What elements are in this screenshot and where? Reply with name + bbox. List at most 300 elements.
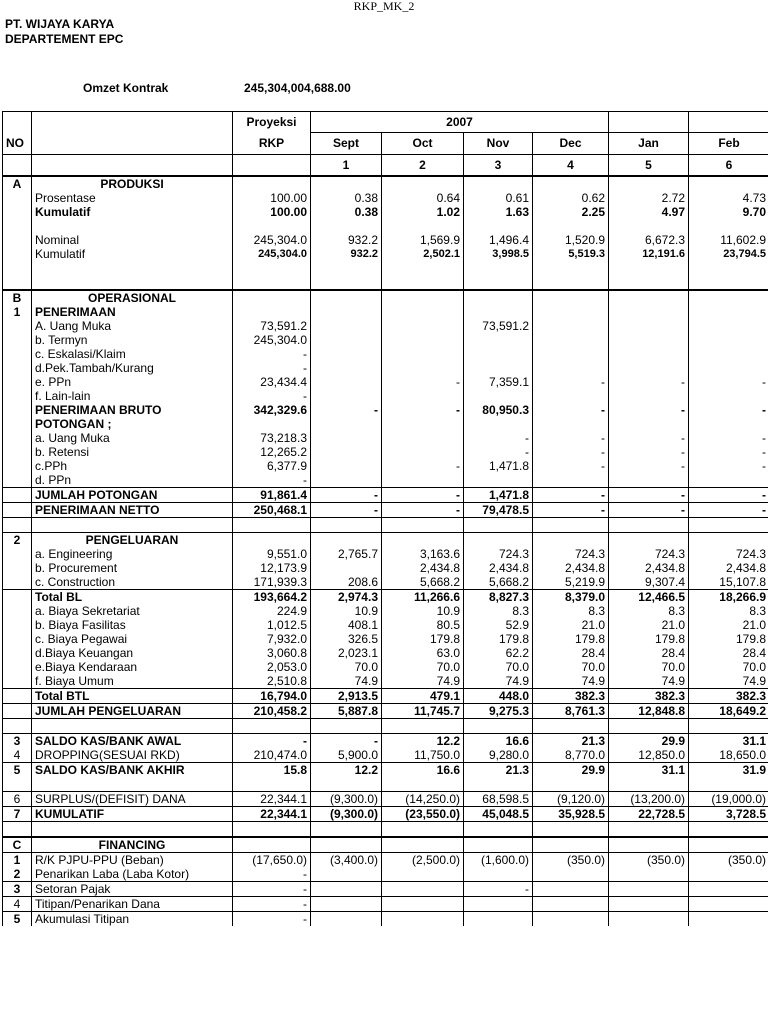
value-cell xyxy=(382,777,464,792)
row-number xyxy=(3,561,32,575)
value-cell: - xyxy=(609,503,689,518)
value-cell xyxy=(533,261,609,275)
value-cell xyxy=(311,897,382,912)
value-cell: - xyxy=(689,375,768,389)
table-row xyxy=(3,882,768,897)
row-label: FINANCING xyxy=(32,837,233,853)
row-label: a. Engineering xyxy=(32,547,233,561)
header-rkp: RKP xyxy=(233,132,311,155)
value-cell xyxy=(311,445,382,459)
value-cell xyxy=(464,361,533,375)
row-number: 2 xyxy=(3,533,32,548)
value-cell xyxy=(382,290,464,305)
value-cell: 74.9 xyxy=(609,674,689,689)
value-cell: 2,434.8 xyxy=(533,561,609,575)
value-cell: - xyxy=(533,403,609,417)
value-cell: 22,344.1 xyxy=(233,792,311,807)
value-cell xyxy=(464,389,533,403)
value-cell: 2,023.1 xyxy=(311,646,382,660)
value-cell: 8,827.3 xyxy=(464,590,533,605)
value-cell xyxy=(233,261,311,275)
value-cell: 16.6 xyxy=(382,763,464,778)
value-cell: - xyxy=(382,488,464,503)
value-cell: 29.9 xyxy=(609,734,689,749)
value-cell: - xyxy=(533,375,609,389)
value-cell xyxy=(382,275,464,290)
value-cell xyxy=(311,867,382,882)
value-cell: (9,300.0) xyxy=(311,807,382,822)
value-cell: 11,266.6 xyxy=(382,590,464,605)
table-row xyxy=(3,867,768,882)
value-cell: 23,794.5 xyxy=(689,247,768,261)
row-number xyxy=(3,431,32,445)
row-label: JUMLAH POTONGAN xyxy=(32,488,233,503)
table-row xyxy=(3,417,768,431)
value-cell: - xyxy=(382,375,464,389)
value-cell xyxy=(533,319,609,333)
value-cell xyxy=(533,867,609,882)
row-label: PENGELUARAN xyxy=(32,533,233,548)
value-cell: 3,998.5 xyxy=(464,247,533,261)
value-cell xyxy=(533,219,609,233)
value-cell xyxy=(382,333,464,347)
row-number: A xyxy=(3,176,32,191)
value-cell: 2,510.8 xyxy=(233,674,311,689)
value-cell xyxy=(382,319,464,333)
value-cell: 21.3 xyxy=(464,763,533,778)
value-cell xyxy=(311,912,382,927)
row-number xyxy=(3,590,32,605)
value-cell: - xyxy=(689,459,768,473)
value-cell: - xyxy=(533,503,609,518)
value-cell: 74.9 xyxy=(464,674,533,689)
row-number xyxy=(3,575,32,590)
value-cell xyxy=(311,561,382,575)
value-cell: 932.2 xyxy=(311,233,382,247)
value-cell: 74.9 xyxy=(689,674,768,689)
value-cell: - xyxy=(533,459,609,473)
table-row xyxy=(3,445,768,459)
value-cell xyxy=(533,305,609,319)
value-cell: 7,359.1 xyxy=(464,375,533,389)
value-cell: 16.6 xyxy=(464,734,533,749)
header-month: Nov xyxy=(464,132,533,155)
value-cell: 8.3 xyxy=(689,604,768,618)
value-cell xyxy=(311,417,382,431)
value-cell: - xyxy=(311,734,382,749)
row-number xyxy=(3,275,32,290)
value-cell: 8,379.0 xyxy=(533,590,609,605)
section-row xyxy=(3,176,768,191)
value-cell xyxy=(382,347,464,361)
value-cell: - xyxy=(382,503,464,518)
value-cell xyxy=(609,533,689,548)
value-cell: - xyxy=(689,403,768,417)
value-cell xyxy=(382,361,464,375)
spacer-row xyxy=(3,822,768,838)
value-cell xyxy=(311,719,382,734)
table-row xyxy=(3,547,768,561)
header-month: Dec xyxy=(533,132,609,155)
value-cell: - xyxy=(382,403,464,417)
rkp-table xyxy=(2,111,768,926)
value-cell: 8,761.3 xyxy=(533,704,609,719)
value-cell: - xyxy=(689,431,768,445)
value-cell xyxy=(464,261,533,275)
value-cell xyxy=(689,417,768,431)
value-cell xyxy=(233,533,311,548)
value-cell xyxy=(689,319,768,333)
value-cell: 28.4 xyxy=(609,646,689,660)
value-cell xyxy=(311,837,382,853)
value-cell: 9,280.0 xyxy=(464,748,533,763)
row-number xyxy=(3,618,32,632)
value-cell: - xyxy=(464,431,533,445)
row-label: A. Uang Muka xyxy=(32,319,233,333)
value-cell: 1,496.4 xyxy=(464,233,533,247)
value-cell: 21.3 xyxy=(533,734,609,749)
value-cell: 79,478.5 xyxy=(464,503,533,518)
header-month: Feb xyxy=(689,132,768,155)
value-cell: 4.97 xyxy=(609,205,689,219)
row-label xyxy=(32,822,233,838)
value-cell: 2,913.5 xyxy=(311,689,382,704)
value-cell xyxy=(609,719,689,734)
value-cell: 724.3 xyxy=(464,547,533,561)
value-cell: - xyxy=(233,912,311,927)
value-cell: 224.9 xyxy=(233,604,311,618)
value-cell xyxy=(464,533,533,548)
value-cell xyxy=(533,333,609,347)
value-cell xyxy=(311,375,382,389)
company-block xyxy=(5,17,123,47)
value-cell: 80.5 xyxy=(382,618,464,632)
value-cell xyxy=(233,777,311,792)
value-cell: 0.38 xyxy=(311,205,382,219)
value-cell xyxy=(464,867,533,882)
value-cell xyxy=(464,219,533,233)
row-label: PENERIMAAN xyxy=(32,305,233,319)
row-label: Penarikan Laba (Laba Kotor) xyxy=(32,867,233,882)
row-label: SALDO KAS/BANK AWAL xyxy=(32,734,233,749)
row-label: Akumulasi Titipan xyxy=(32,912,233,927)
value-cell: 2,434.8 xyxy=(382,561,464,575)
value-cell: - xyxy=(533,445,609,459)
row-number xyxy=(3,445,32,459)
value-cell xyxy=(382,219,464,233)
value-cell: 11,602.9 xyxy=(689,233,768,247)
value-cell xyxy=(533,347,609,361)
value-cell xyxy=(533,275,609,290)
value-cell xyxy=(689,333,768,347)
table-row xyxy=(3,319,768,333)
value-cell: 63.0 xyxy=(382,646,464,660)
value-cell: 31.1 xyxy=(609,763,689,778)
value-cell xyxy=(689,777,768,792)
row-label: c. Construction xyxy=(32,575,233,590)
table-row xyxy=(3,503,768,518)
value-cell: 31.9 xyxy=(689,763,768,778)
value-cell: 9,275.3 xyxy=(464,704,533,719)
row-label: Prosentase xyxy=(32,191,233,205)
value-cell: 18,266.9 xyxy=(689,590,768,605)
value-cell: 12,191.6 xyxy=(609,247,689,261)
value-cell: 179.8 xyxy=(609,632,689,646)
row-number: 5 xyxy=(3,763,32,778)
value-cell xyxy=(311,518,382,533)
value-cell: 8.3 xyxy=(533,604,609,618)
value-cell xyxy=(464,333,533,347)
value-cell xyxy=(233,290,311,305)
value-cell xyxy=(382,837,464,853)
table-row xyxy=(3,191,768,205)
value-cell: 12,850.0 xyxy=(609,748,689,763)
value-cell: - xyxy=(233,897,311,912)
value-cell: 74.9 xyxy=(311,674,382,689)
omzet-value: 245,304,004,688.00 xyxy=(244,81,351,95)
value-cell xyxy=(533,473,609,488)
row-number: 7 xyxy=(3,807,32,822)
value-cell: 4.73 xyxy=(689,191,768,205)
value-cell: 1,012.5 xyxy=(233,618,311,632)
row-number xyxy=(3,247,32,261)
value-cell: 70.0 xyxy=(464,660,533,674)
header-month: Sept xyxy=(311,132,382,155)
row-number: 3 xyxy=(3,734,32,749)
value-cell: 35,928.5 xyxy=(533,807,609,822)
value-cell xyxy=(382,305,464,319)
value-cell: - xyxy=(233,347,311,361)
value-cell xyxy=(464,837,533,853)
value-cell xyxy=(609,261,689,275)
table-row xyxy=(3,674,768,689)
value-cell: (19,000.0) xyxy=(689,792,768,807)
value-cell: 0.64 xyxy=(382,191,464,205)
table-row xyxy=(3,488,768,503)
value-cell xyxy=(311,305,382,319)
value-cell: 2,434.8 xyxy=(689,561,768,575)
row-number xyxy=(3,205,32,219)
row-label: KUMULATIF xyxy=(32,807,233,822)
value-cell xyxy=(382,518,464,533)
spacer-row xyxy=(3,777,768,792)
value-cell: - xyxy=(609,488,689,503)
value-cell xyxy=(533,719,609,734)
value-cell: 70.0 xyxy=(689,660,768,674)
row-label: b. Termyn xyxy=(32,333,233,347)
value-cell: - xyxy=(233,473,311,488)
value-cell: 31.1 xyxy=(689,734,768,749)
value-cell: (350.0) xyxy=(533,853,609,868)
table-row xyxy=(3,660,768,674)
value-cell xyxy=(382,176,464,191)
row-number xyxy=(3,375,32,389)
table-row xyxy=(3,333,768,347)
table-row xyxy=(3,561,768,575)
value-cell: 9,307.4 xyxy=(609,575,689,590)
value-cell xyxy=(689,719,768,734)
value-cell xyxy=(233,176,311,191)
value-cell xyxy=(382,445,464,459)
header-month: Oct xyxy=(382,132,464,155)
table-row xyxy=(3,205,768,219)
value-cell: 245,304.0 xyxy=(233,247,311,261)
header-month: Jan xyxy=(609,132,689,155)
value-cell xyxy=(311,822,382,838)
value-cell xyxy=(464,777,533,792)
value-cell: 724.3 xyxy=(609,547,689,561)
row-label xyxy=(32,777,233,792)
row-number xyxy=(3,319,32,333)
row-label: a. Uang Muka xyxy=(32,431,233,445)
value-cell xyxy=(609,319,689,333)
value-cell: 3,060.8 xyxy=(233,646,311,660)
row-number xyxy=(3,333,32,347)
value-cell: 1.02 xyxy=(382,205,464,219)
value-cell: 208.6 xyxy=(311,575,382,590)
value-cell: 23,434.4 xyxy=(233,375,311,389)
table-row xyxy=(3,305,768,319)
value-cell xyxy=(464,305,533,319)
header-no: NO xyxy=(3,132,32,155)
value-cell: 3,163.6 xyxy=(382,547,464,561)
row-number: C xyxy=(3,837,32,853)
value-cell xyxy=(609,473,689,488)
value-cell: 12,265.2 xyxy=(233,445,311,459)
value-cell: 73,218.3 xyxy=(233,431,311,445)
header-row-3 xyxy=(3,155,768,177)
value-cell: - xyxy=(533,488,609,503)
value-cell xyxy=(533,777,609,792)
header-month-number: 5 xyxy=(609,155,689,177)
table-row xyxy=(3,853,768,868)
spacer-row xyxy=(3,261,768,275)
value-cell: 1,569.9 xyxy=(382,233,464,247)
value-cell xyxy=(382,882,464,897)
header-month-number: 6 xyxy=(689,155,768,177)
value-cell: (3,400.0) xyxy=(311,853,382,868)
value-cell: - xyxy=(533,431,609,445)
table-row xyxy=(3,389,768,403)
value-cell xyxy=(689,473,768,488)
table-row xyxy=(3,807,768,822)
row-label xyxy=(32,219,233,233)
value-cell xyxy=(689,912,768,927)
value-cell: 6,672.3 xyxy=(609,233,689,247)
value-cell xyxy=(311,473,382,488)
value-cell: 8,770.0 xyxy=(533,748,609,763)
section-row xyxy=(3,837,768,853)
value-cell: 171,939.3 xyxy=(233,575,311,590)
value-cell: 9,551.0 xyxy=(233,547,311,561)
value-cell: 70.0 xyxy=(533,660,609,674)
value-cell: 179.8 xyxy=(382,632,464,646)
value-cell xyxy=(609,822,689,838)
row-label: d.Biaya Keuangan xyxy=(32,646,233,660)
value-cell xyxy=(689,219,768,233)
value-cell xyxy=(689,389,768,403)
value-cell: 62.2 xyxy=(464,646,533,660)
header-month-number: 4 xyxy=(533,155,609,177)
row-number: 4 xyxy=(3,748,32,763)
value-cell xyxy=(382,897,464,912)
value-cell: 5,668.2 xyxy=(382,575,464,590)
value-cell: 1.63 xyxy=(464,205,533,219)
value-cell: (9,120.0) xyxy=(533,792,609,807)
value-cell xyxy=(233,837,311,853)
value-cell xyxy=(689,176,768,191)
value-cell xyxy=(233,275,311,290)
value-cell xyxy=(689,882,768,897)
value-cell: 12.2 xyxy=(311,763,382,778)
value-cell: 1,471.8 xyxy=(464,488,533,503)
row-label: c. Biaya Pegawai xyxy=(32,632,233,646)
value-cell: 932.2 xyxy=(311,247,382,261)
value-cell: 2,434.8 xyxy=(609,561,689,575)
value-cell: 210,474.0 xyxy=(233,748,311,763)
value-cell xyxy=(689,822,768,838)
value-cell: - xyxy=(609,431,689,445)
value-cell xyxy=(533,822,609,838)
value-cell xyxy=(311,533,382,548)
value-cell: 18,649.2 xyxy=(689,704,768,719)
value-cell xyxy=(311,431,382,445)
row-label: DROPPING(SESUAI RKD) xyxy=(32,748,233,763)
table-row xyxy=(3,459,768,473)
value-cell: 326.5 xyxy=(311,632,382,646)
row-number xyxy=(3,646,32,660)
row-label: Kumulatif xyxy=(32,247,233,261)
value-cell: 2.72 xyxy=(609,191,689,205)
value-cell xyxy=(609,176,689,191)
row-number xyxy=(3,822,32,838)
value-cell xyxy=(609,389,689,403)
row-label: SALDO KAS/BANK AKHIR xyxy=(32,763,233,778)
value-cell xyxy=(464,417,533,431)
value-cell: 408.1 xyxy=(311,618,382,632)
value-cell xyxy=(311,459,382,473)
row-label: a. Biaya Sekretariat xyxy=(32,604,233,618)
value-cell: - xyxy=(609,375,689,389)
table-row xyxy=(3,590,768,605)
value-cell xyxy=(533,361,609,375)
value-cell xyxy=(311,389,382,403)
value-cell xyxy=(689,305,768,319)
value-cell: 52.9 xyxy=(464,618,533,632)
value-cell xyxy=(382,822,464,838)
row-label: POTONGAN ; xyxy=(32,417,233,431)
value-cell: 16,794.0 xyxy=(233,689,311,704)
value-cell: 3,728.5 xyxy=(689,807,768,822)
value-cell: - xyxy=(689,503,768,518)
value-cell: 80,950.3 xyxy=(464,403,533,417)
row-number xyxy=(3,233,32,247)
value-cell: 1,471.8 xyxy=(464,459,533,473)
value-cell xyxy=(311,176,382,191)
value-cell: 74.9 xyxy=(382,674,464,689)
value-cell: (1,600.0) xyxy=(464,853,533,868)
value-cell: (17,650.0) xyxy=(233,853,311,868)
value-cell xyxy=(609,290,689,305)
value-cell: 2,974.3 xyxy=(311,590,382,605)
row-label: R/K PJPU-PPU (Beban) xyxy=(32,853,233,868)
value-cell xyxy=(233,719,311,734)
value-cell xyxy=(533,176,609,191)
value-cell: 179.8 xyxy=(533,632,609,646)
row-number xyxy=(3,547,32,561)
header-year: 2007 xyxy=(311,112,609,133)
value-cell: 250,468.1 xyxy=(233,503,311,518)
